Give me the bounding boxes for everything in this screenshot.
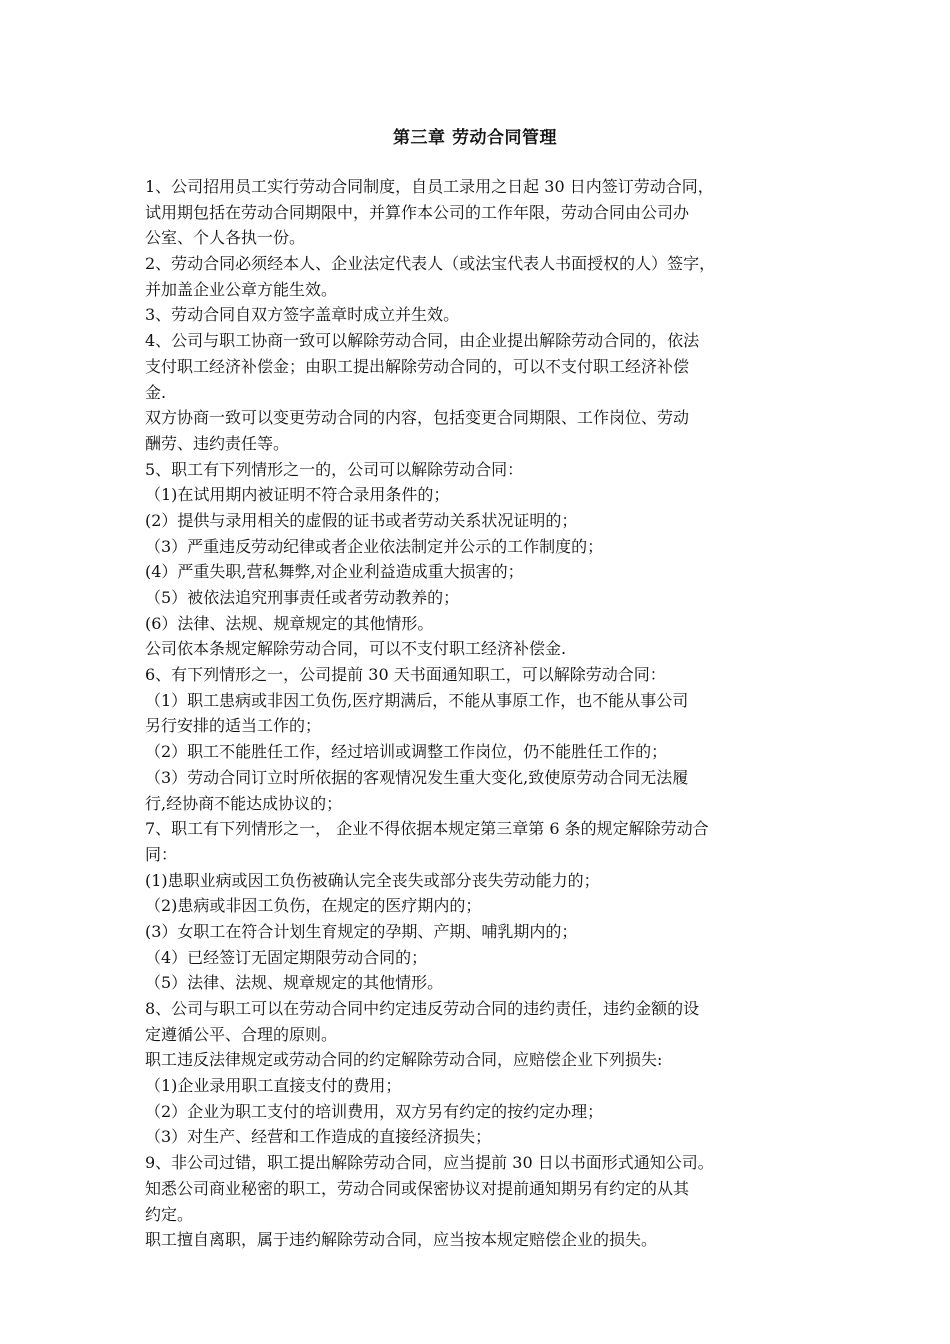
text-line: 8、公司与职工可以在劳动合同中约定违反劳动合同的违约责任，违约金额的设 [145,999,700,1018]
text-line: 职工擅自离职，属于违约解除劳动合同，应当按本规定赔偿企业的损失。 [145,1230,658,1250]
text-line: (2）提供与录用相关的虚假的证书或者劳动关系状况证明的； [145,510,578,530]
text-line: 职工违反法律规定或劳动合同的约定解除劳动合同，应赔偿企业下列损失: [145,1050,663,1070]
text-line: 另行安排的适当工作的； [145,716,322,736]
text-line: 3、劳动合同自双方签字盖章时成立并生效。 [145,305,460,325]
text-line: 4、公司与职工协商一致可以解除劳动合同，由企业提出解除劳动合同的，依法 [145,331,700,351]
text-line: （2）职工不能胜任工作，经过培训或调整工作岗位，仍不能胜任工作的； [145,742,668,762]
text-line: 酬劳、违约责任等。 [145,433,290,453]
text-line: （1)在试用期内被证明不符合录用条件的； [145,485,450,505]
text-line: 1、公司招用员工实行劳动合同制度，自员工录用之日起 30 日内签订劳动合同， [145,177,714,196]
text-line: （2)患病或非因工负伤，在规定的医疗期内的； [145,896,482,916]
text-line: 金. [145,382,167,402]
text-line: (4）严重失职,营私舞弊,对企业利益造成重大损害的； [145,562,524,582]
text-line: 定遵循公平、合理的原则。 [145,1024,338,1044]
text-line: (6）法律、法规、规章规定的其他情形。 [145,613,434,633]
text-line: （1)企业录用职工直接支付的费用； [145,1076,402,1096]
text-line: 9、非公司过错，职工提出解除劳动合同，应当提前 30 日以书面形式通知公司。 [145,1153,714,1173]
text-line: 双方协商一致可以变更劳动合同的内容，包括变更合同期限、工作岗位、劳动 [145,408,690,428]
text-line: （3）严重违反劳动纪律或者企业依法制定并公示的工作制度的； [145,536,604,556]
document-body [145,174,813,1253]
text-line: （2）企业为职工支付的培训费用，双方另有约定的按约定办理； [145,1101,604,1121]
text-line: 6、有下列情形之一，公司提前 30 天书面通知职工，可以解除劳动合同： [145,665,666,685]
text-line: 公室、个人各执一份。 [145,228,306,248]
text-line: （3）劳动合同订立时所依据的客观情况发生重大变化,致使原劳动合同无法履 [145,767,689,787]
text-line: 7、职工有下列情形之一， 企业不得依据本规定第三章第 6 条的规定解除劳动合 [145,819,709,839]
chapter-title: 第三章 劳动合同管理 [393,128,557,148]
text-line: (1)患职业病或因工负伤被确认完全丧失或部分丧失劳动能力的； [145,870,600,890]
text-line: 支付职工经济补偿金；由职工提出解除劳动合同的，可以不支付职工经济补偿 [145,356,690,376]
text-line: （5）被依法追究刑事责任或者劳动教养的； [145,588,460,607]
text-line: 同： [145,844,178,864]
text-line: 约定。 [145,1204,194,1224]
text-line: （3）对生产、经营和工作造成的直接经济损失； [145,1127,492,1147]
text-line: (3）女职工在符合计划生育规定的孕期、产期、哺乳期内的； [145,921,578,941]
text-line: （5）法律、法规、规章规定的其他情形。 [145,973,444,993]
text-line: 并加盖企业公章方能生效。 [145,279,338,299]
text-line: （4）已经签订无固定期限劳动合同的； [145,947,428,967]
text-line: （1）职工患病或非因工负伤,医疗期满后，不能从事原工作，也不能从事公司 [145,690,689,710]
text-line: 知悉公司商业秘密的职工，劳动合同或保密协议对提前通知期另有约定的从其 [145,1178,690,1198]
text-line: 2、劳动合同必须经本人、企业法定代表人（或法宝代表人书面授权的人）签字， [145,254,716,274]
text-line: 5、职工有下列情形之一的，公司可以解除劳动合同： [145,459,524,479]
text-line: 公司依本条规定解除劳动合同，可以不支付职工经济补偿金. [145,639,567,659]
text-line: 行,经协商不能达成协议的； [145,793,343,813]
text-line: 试用期包括在劳动合同期限中，并算作本公司的工作年限，劳动合同由公司办 [145,202,690,222]
